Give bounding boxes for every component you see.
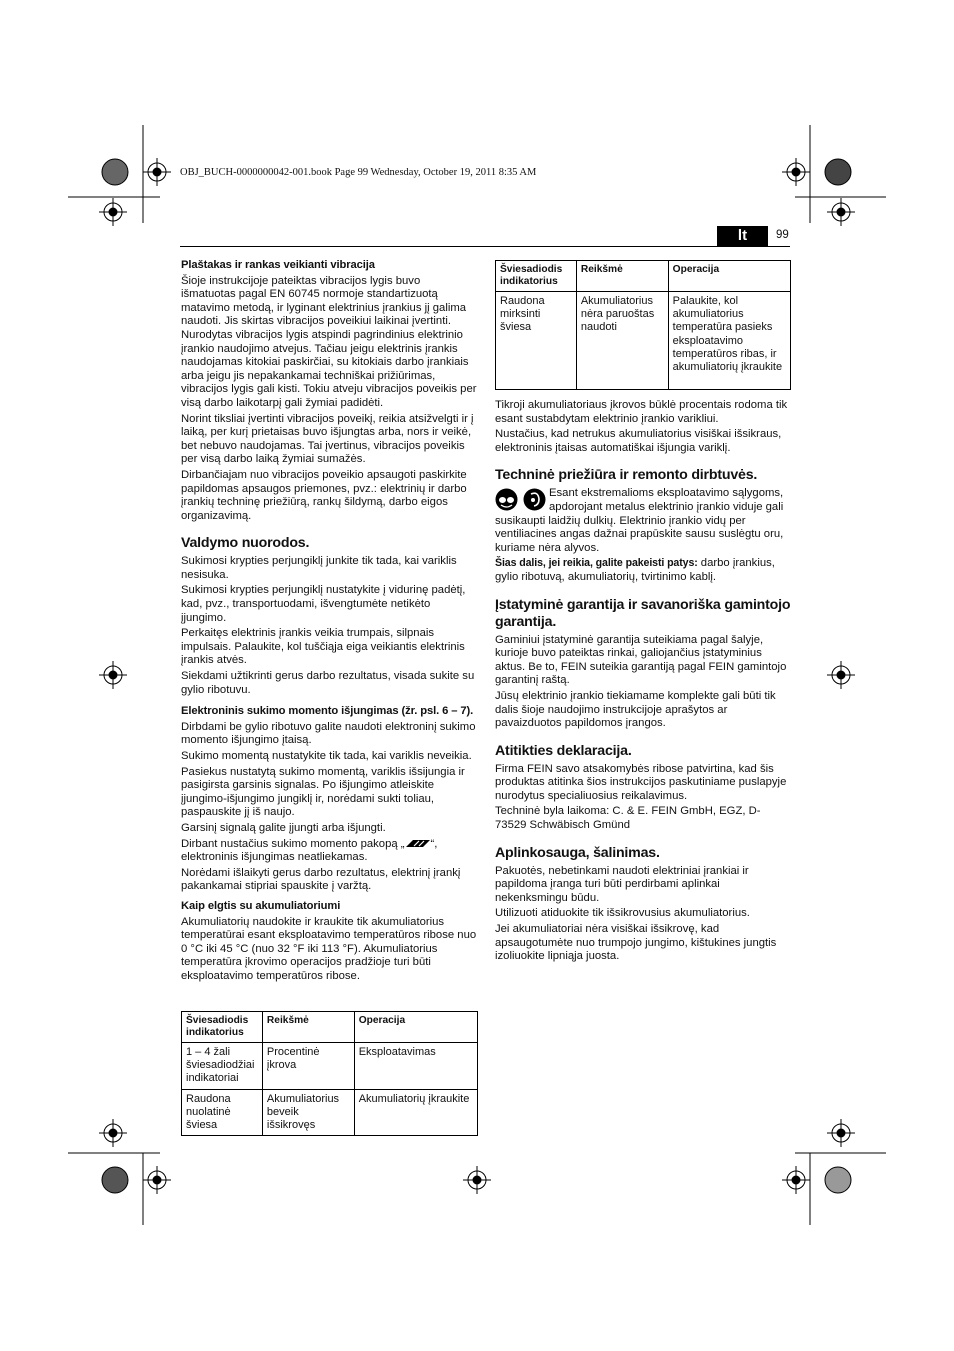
paragraph: Norėdami išlaikyti gerus darbo rezultatus, elektrinį įrankį pakankamai stipriai spauskite į varžtą. — [181, 866, 461, 893]
paragraph: Šias dalis, jei reikia, galite pakeisti patys: darbo įrankius, gylio ribotuvą, akumuliatorių, tvirtinimo kablį. — [495, 557, 775, 583]
table-cell: Raudona mirksinti šviesa — [496, 292, 577, 390]
heading-environment: Aplinkosauga, šalinimas. — [495, 844, 660, 861]
led-table-right — [495, 260, 791, 390]
table-header: Šviesadiodis indikatorius — [182, 1012, 263, 1043]
table-row — [496, 292, 791, 390]
led-table-left — [181, 1011, 478, 1136]
replaceable-parts-label: Šias dalis, jei reikia, galite pakeisti patys: — [495, 557, 698, 570]
paragraph: Dirbant nustačius sukimo momento pakopą „ “, elektroninis išjungimas neatliekamas. — [181, 837, 438, 864]
print-slug: OBJ_BUCH-0000000042-001.book Page 99 Wednesday, October 19, 2011 8:35 AM — [180, 167, 537, 178]
safety-icons — [495, 487, 547, 513]
paragraph: Dirbdami be gylio ribotuvo galite naudoti elektroninį sukimo momento išjungimo įtaisą. — [181, 720, 476, 747]
table-cell: 1 – 4 žali šviesadiodžiai indikatoriai — [182, 1043, 263, 1090]
table-header: Operacija — [354, 1012, 477, 1043]
paragraph: Firma FEIN savo atsakomybės ribose patvirtina, kad šis produktas atitinka šios instrukcijos paskutiniame puslapyje nurodytus specialiuosius reikalavimus. — [495, 762, 787, 802]
paragraph: Jūsų elektrinio įrankio tiekiamame komplekte gali būti tik dalis šioje naudojimo instrukcijoje aprašytos ar pavaizduotos papildomos įrangos. — [495, 689, 776, 730]
paragraph: Jei akumuliatoriai nėra visiškai išsikrovę, kad apsaugotumėte nuo trumpojo jungimo, kištukines jungtis izoliuokite lipniąja juosta. — [495, 923, 777, 963]
table-header: Operacija — [668, 261, 790, 292]
table-header-row — [182, 1012, 478, 1043]
heading-electronic-torque: Elektroninis sukimo momento išjungimas (žr. psl. 6 – 7). — [181, 705, 474, 718]
heading-battery: Kaip elgtis su akumuliatoriumi — [181, 899, 341, 912]
paragraph: Esant ekstremalioms eksploatavimo sąlygoms, apdorojant metalus elektrinio įrankio viduje gali susikaupti laidžių dulkių. Elektrinio įrankio vidų per ventiliacines angas dažnai prapūskite sausu suslėgtu oru, kuriame nėra alyvos. — [495, 487, 784, 554]
left-column — [181, 259, 477, 986]
paragraph: Dirbančiajam nuo vibracijos poveikio apsaugoti paskirkite papildomas apsaugos priemones, pvz.: elektrinių ir darbo įrankių techninę priežiūrą, rankų šildymą, darbo eigos organizavimą. — [181, 468, 467, 522]
table-cell: Eksploatavimas — [354, 1043, 477, 1090]
table-cell: Raudona nuolatinė šviesa — [182, 1089, 263, 1136]
table-row — [182, 1089, 478, 1136]
heading-conformity: Atitikties deklaracija. — [495, 742, 632, 759]
heading-valdymo: Valdymo nuorodos. — [181, 535, 310, 552]
paragraph: Perkaitęs elektrinis įrankis veikia trumpais, silpnais impulsais. Palaukite, kol tuščiąja eiga veikiantis elektrinis įrankis atvės. — [181, 627, 465, 667]
heading-maintenance: Techninė priežiūra ir remonto dirbtuvės. — [495, 467, 758, 484]
table-header: Šviesadiodis indikatorius — [496, 261, 577, 292]
language-tab: lt — [717, 226, 768, 246]
paragraph: Gaminiui įstatyminė garantija suteikiama pagal šalyje, kurioje buvo pateiktas rinkai, galiojančius įstatyminius aktus. Be to, FEIN suteikia garantiją pagal FEIN gamintojo garantinį raštą. — [495, 633, 787, 687]
table-row — [182, 1043, 478, 1090]
paragraph: Pakuotės, nebetinkami naudoti elektriniai įrankiai ir papildoma įranga turi būti perdirbami aplinkai nekenksmingu būdu. — [495, 864, 749, 904]
heading-vibration: Plaštakas ir rankas veikianti vibracija — [181, 259, 375, 271]
torque-stage-icon — [405, 839, 431, 848]
paragraph: Norint tiksliai įvertinti vibracijos poveikį, reikia atsižvelgti ir į laiką, per kurį prietaisas buvo išjungtas arba, nors ir veikė, bet nebuvo naudojamas. Tai įvertinus, vibracijos poveikis per visą darbo laiką žymiai sumažės. — [181, 412, 474, 466]
page-number: 99 — [776, 229, 789, 241]
paragraph: Tikroji akumuliatoriaus įkrovos būklė procentais rodoma tik esant sustabdytam elektrinio įrankio varikliui. — [495, 399, 788, 425]
paragraph: Garsinį signalą galite įjungti arba išjungti. — [181, 821, 386, 834]
table-cell: Akumuliatorių įkraukite — [354, 1089, 477, 1136]
paragraph: Sukimosi krypties perjungiklį nustatykite į vidurinę padėtį, kad, pvz., transportuodami, išvengtumėte netikėto įjungimo. — [181, 584, 466, 624]
maintenance-block — [495, 487, 791, 555]
table-header-row — [496, 261, 791, 292]
right-column — [495, 399, 791, 966]
table-header: Reikšmė — [262, 1012, 354, 1043]
paragraph: Sukimo momentą nustatykite tik tada, kai variklis neveikia. — [181, 750, 472, 762]
paragraph: Sukimosi krypties perjungiklį junkite tik tada, kai variklis nesisuka. — [181, 555, 457, 581]
paragraph: Techninė byla laikoma: C. & E. FEIN GmbH, EGZ, D-73529 Schwäbisch Gmünd — [495, 805, 761, 832]
table-cell: Akumuliatorius nėra paruoštas naudoti — [576, 292, 668, 390]
paragraph: Siekdami užtikrinti gerus darbo rezultatus, visada sukite su gylio ribotuvu. — [181, 670, 475, 696]
table-cell: Akumuliatorius beveik išsikrovęs — [262, 1089, 354, 1136]
eye-protection-icon — [495, 488, 518, 511]
heading-warranty: Įstatyminė garantija ir savanoriška gamintojo garantija. — [495, 596, 791, 630]
table-cell: Palaukite, kol akumuliatorius temperatūra pasieks eksploatavimo temperatūros ribas, ir akumuliatorių įkraukite — [668, 292, 790, 390]
paragraph: Akumuliatorių naudokite ir kraukite tik akumuliatorius temperatūrai esant eksploatavimo temperatūros ribose nuo 0 °C iki 45 °C (nuo 32 °F iki 113 °F). Akumuliatorius temperatūra įkrovimo operacijos pradžioje turi būti eksploatavimo temperatūros ribose. — [181, 915, 477, 982]
table-header: Reikšmė — [576, 261, 668, 292]
table-cell: Procentinė įkrova — [262, 1043, 354, 1090]
paragraph: Šioje instrukcijoje pateiktas vibracijos lygis buvo išmatuotas pagal EN 60745 normoje standartizuotą matavimo metodą, ir lyginant elektrinius įrankius jį galima naudoti. Jis skirtas vibracijos poveikiui laikinai įvertinti. Nurodytas vibracijos lygis atspindi pagrindinius elektrinio įrankio naudojimo atvejus. Tačiau jeigu elektrinis įrankis naudojamas kitokiai paskirčiai, su kitokiais darbo įrankiais arba jeigu jis nepakankamai techniškai prižiūrimas, vibracijos lygis gali kisti. Tokiu atveju vibracijos poveikis per visą darbo laikotarpį gali žymiai padidėti. — [181, 274, 477, 409]
paragraph: Utilizuoti atiduokite tik išsikrovusius akumuliatorius. — [495, 907, 750, 920]
header-rule — [180, 246, 790, 247]
paragraph: Nustačius, kad netrukus akumuliatorius visiškai išsikraus, elektroninis įtaisas automatiškai išjungia variklį. — [495, 428, 782, 454]
ear-protection-icon — [523, 488, 546, 511]
paragraph: Pasiekus nustatytą sukimo momentą, variklis išsijungia ir pasigirsta garsinis signalas. Po išjungimo atleiskite įjungimo-išjungimo jungiklį ir, norėdami sukti toliau, paspauskite jį iš naujo. — [181, 765, 465, 819]
